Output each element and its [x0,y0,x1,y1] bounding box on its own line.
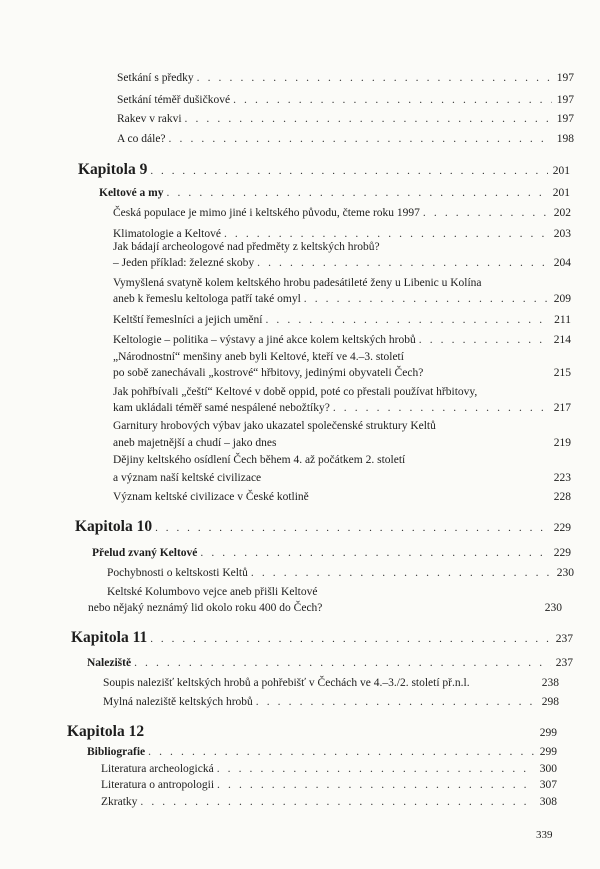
toc-entry-title: nebo nějaký neznámý lid okolo roku 400 do Čech? [88,602,323,614]
dot-leader [200,546,549,560]
toc-entry[interactable] [113,333,571,347]
dot-leader [333,401,549,415]
toc-entry-title: aneb majetnější a chudí – jako dnes [113,437,277,449]
toc-entry-title: Keltští řemeslníci a jejich umění [113,314,263,326]
chapter-title: Kapitola 11 [71,629,148,646]
toc-entry-title-line: Dějiny keltského osídlení Čech během 4. až počátkem 2. století [113,454,406,466]
dot-leader [217,762,535,776]
toc-entry-title: Setkání s předky [117,72,194,84]
toc-entry[interactable] [113,401,571,415]
toc-entry[interactable] [113,366,571,380]
toc-entry[interactable] [113,490,571,504]
dot-leader [148,745,535,759]
section-heading[interactable] [99,186,570,200]
toc-entry-title: aneb k řemeslu keltologa patří také omyl [113,293,301,305]
toc-entry-title: Česká populace je mimo jiné i keltského původu, čteme roku 1997 [113,207,420,219]
toc-entry-page: 300 [539,763,557,775]
toc-entry-page: 197 [556,72,574,84]
toc-entry-title: Keltologie – politika – výstavy a jiné akce kolem keltských hrobů [113,334,416,346]
section-title: Bibliografie [87,746,146,758]
section-page: 299 [539,746,557,758]
toc-entry-title: Pochybnosti o keltskosti Keltů [107,567,248,579]
toc-entry-title: Zkratky [101,796,138,808]
toc-entry[interactable] [113,206,571,220]
section-heading[interactable] [87,745,557,759]
toc-entry[interactable] [101,762,557,776]
dot-leader [155,519,549,537]
section-page: 229 [553,547,571,559]
toc-entry[interactable] [117,132,574,146]
chapter-heading[interactable] [67,723,557,742]
toc-entry-title: kam ukládali téměř samé nespálené nebožtíky? [113,402,330,414]
toc-entry-page: 204 [553,257,571,269]
toc-entry-title: Mylná naleziště keltských hrobů [103,696,253,708]
toc-entry-page: 197 [556,113,574,125]
dot-leader [169,132,552,146]
dot-leader [134,656,551,670]
toc-entry-title: Význam keltské civilizace v České kotlině [113,491,309,503]
toc-entry-title: Literatura archeologická [101,763,214,775]
section-title: Přelud zvaný Keltové [92,547,198,559]
toc-entry[interactable] [88,601,562,615]
chapter-heading[interactable] [75,518,571,537]
toc-entry-title: po sobě zanechávali „kostrové“ hřbitovy, jedinými obyvateli Čech? [113,367,424,379]
chapter-page: 237 [555,633,573,645]
toc-entry-page: 223 [553,472,571,484]
toc-entry[interactable] [113,227,571,241]
section-title: Naleziště [87,657,132,669]
toc-entry-title-line: Vymyšlená svatyně kolem keltského hrobu padesátileté ženy u Libenic u Kolína [113,277,482,289]
chapter-page: 201 [552,165,570,177]
dot-leader [224,227,549,241]
toc-entry[interactable] [113,471,571,485]
toc-entry-title: – Jeden příklad: železné skoby [113,257,255,269]
section-heading[interactable] [87,656,573,670]
toc-entry-title-line: „Národnostní“ menšiny aneb byli Keltové, kteří ve 4.–3. století [113,351,404,363]
toc-entry-title-line: Keltské Kolumbovo vejce aneb přišli Keltové [107,586,318,598]
section-page: 237 [555,657,573,669]
dot-leader [256,695,537,709]
chapter-page: 229 [553,522,571,534]
toc-entry[interactable] [113,313,571,327]
dot-leader [233,93,552,107]
toc-entry-page: 230 [556,567,574,579]
toc-entry-page: 202 [553,207,571,219]
toc-entry[interactable] [107,566,574,580]
toc-entry-page: 209 [553,293,571,305]
toc-entry-title: Rakev v rakvi [117,113,182,125]
toc-entry-page: 197 [556,94,574,106]
dot-leader [167,186,548,200]
toc-entry-title: Klimatologie a Keltové [113,228,221,240]
toc-entry[interactable] [117,93,574,107]
toc-entry-title: A co dále? [117,133,166,145]
toc-entry-page: 307 [539,779,557,791]
toc-entry-title-line: Jak bádají archeologové nad předměty z keltských hrobů? [113,241,380,253]
dot-leader [150,162,548,180]
toc-entry-title-line: Jak pohřbívali „čeští“ Keltové v době oppid, poté co přestali používat hřbitovy, [113,386,478,398]
toc-entry-title: Soupis nalezišť keltských hrobů a pohřebišť v Čechách ve 4.–3./2. století př.n.l. [103,677,470,689]
chapter-heading[interactable] [78,161,570,180]
chapter-title: Kapitola 9 [78,161,148,178]
toc-entry[interactable] [101,795,557,809]
toc-entry-page: 215 [553,367,571,379]
toc-entry[interactable] [103,676,559,690]
chapter-title: Kapitola 10 [75,518,153,535]
toc-entry[interactable] [113,436,571,450]
toc-entry[interactable] [117,71,574,85]
section-page: 201 [552,187,570,199]
toc-entry-page: 228 [553,491,571,503]
dot-leader [185,112,552,126]
section-title: Keltové a my [99,187,164,199]
toc-entry-title: Setkání téměř dušičkové [117,94,231,106]
toc-entry-page: 219 [553,437,571,449]
toc-entry[interactable] [117,112,574,126]
toc-entry-page: 211 [554,314,571,326]
dot-leader [423,206,549,220]
chapter-title: Kapitola 12 [67,723,145,740]
toc-entry-title-line: Garnitury hrobových výbav jako ukazatel společenské struktury Keltů [113,420,436,432]
chapter-page: 299 [539,727,557,739]
toc-entry-page: 298 [541,696,559,708]
dot-leader [217,778,535,792]
dot-leader [251,566,552,580]
toc-entry[interactable] [101,778,557,792]
toc-entry-page: 217 [553,402,571,414]
dot-leader [419,333,549,347]
page-number: 339 [536,829,553,841]
chapter-heading[interactable] [71,629,573,648]
toc-entry-title: Literatura o antropologii [101,779,215,791]
section-heading[interactable] [92,546,571,560]
toc-entry[interactable] [113,256,571,270]
toc-entry-page: 230 [544,602,562,614]
toc-entry-page: 214 [553,334,571,346]
dot-leader [140,795,535,809]
dot-leader [150,630,551,648]
toc-entry[interactable] [113,292,571,306]
toc-entry-page: 238 [541,677,559,689]
toc-entry-page: 308 [539,796,557,808]
dot-leader [265,313,549,327]
toc-entry-page: 203 [553,228,571,240]
toc-entry-page: 198 [556,133,574,145]
dot-leader [197,71,552,85]
toc-entry[interactable] [103,695,559,709]
toc-entry-title: a význam naší keltské civilizace [113,472,262,484]
dot-leader [257,256,549,270]
dot-leader [304,292,549,306]
